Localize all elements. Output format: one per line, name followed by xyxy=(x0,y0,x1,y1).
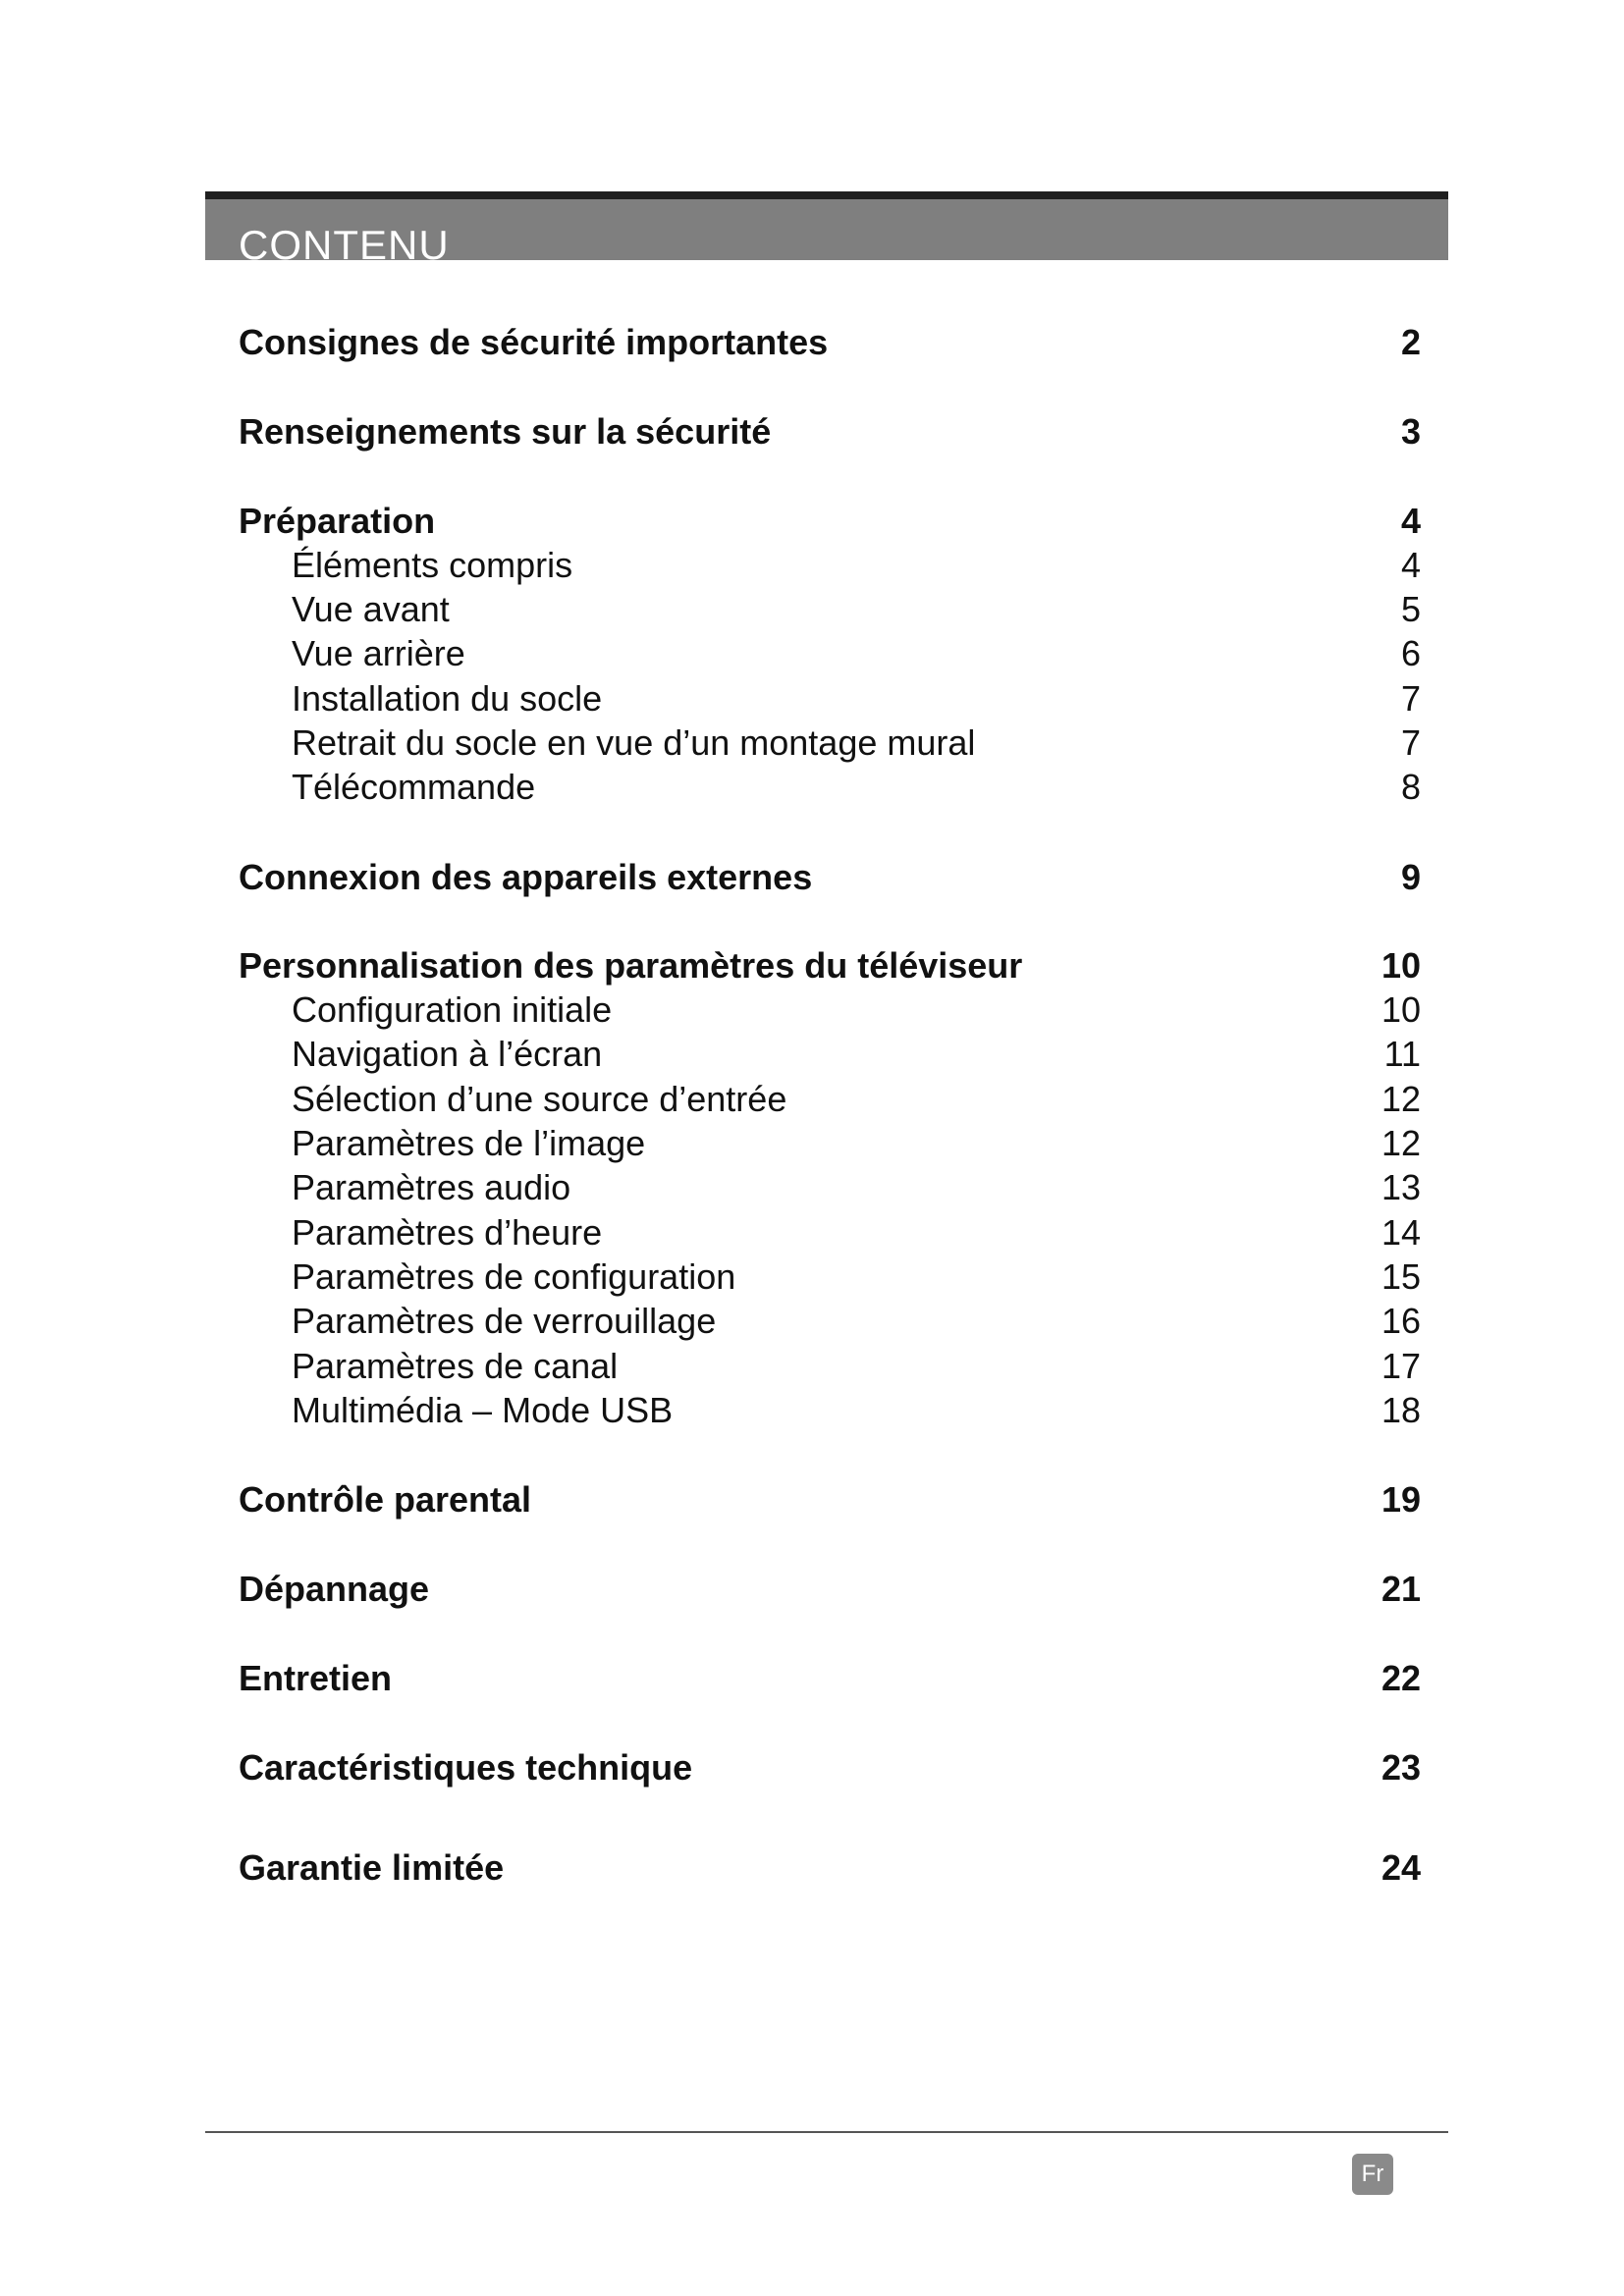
toc-subentry-label: Paramètres de canal xyxy=(292,1346,619,1386)
toc-subentry-lock-settings[interactable] xyxy=(0,1299,1624,1344)
toc-subentry-channel-settings[interactable] xyxy=(0,1344,1624,1389)
toc-subentry-rear-view[interactable] xyxy=(0,631,1624,676)
toc-subentry-label: Configuration initiale xyxy=(292,989,613,1030)
toc-entry-page: 2 xyxy=(1400,322,1421,362)
toc-subentry-page: 18 xyxy=(1380,1390,1421,1430)
toc-subentry-label: Sélection d’une source d’entrée xyxy=(292,1079,787,1119)
toc-entry-page: 9 xyxy=(1400,857,1421,897)
toc-entry-specifications[interactable] xyxy=(0,1745,1624,1790)
toc-subentry-page: 6 xyxy=(1400,633,1421,673)
toc-subentry-label: Retrait du socle en vue d’un montage mural xyxy=(292,722,976,763)
language-badge: Fr xyxy=(1352,2154,1393,2195)
toc-subentry-audio-settings[interactable] xyxy=(0,1165,1624,1210)
toc-subentry-page: 8 xyxy=(1400,767,1421,807)
toc-subentry-label: Télécommande xyxy=(292,767,536,807)
toc-entry-page: 21 xyxy=(1380,1569,1421,1609)
toc-subentry-included-items[interactable] xyxy=(0,543,1624,588)
contents-header-bar xyxy=(205,191,1448,260)
toc-entry-tv-settings[interactable] xyxy=(0,943,1624,988)
toc-entry-label: Connexion des appareils externes xyxy=(239,857,813,897)
toc-entry-label: Garantie limitée xyxy=(239,1847,505,1888)
toc-subentry-initial-setup[interactable] xyxy=(0,988,1624,1033)
toc-subentry-label: Paramètres d’heure xyxy=(292,1212,603,1253)
toc-subentry-page: 15 xyxy=(1380,1256,1421,1297)
toc-subentry-front-view[interactable] xyxy=(0,587,1624,632)
toc-subentry-page: 13 xyxy=(1380,1167,1421,1207)
toc-entry-page: 4 xyxy=(1400,501,1421,541)
toc-subentry-remote-control[interactable] xyxy=(0,765,1624,810)
toc-subentry-picture-settings[interactable] xyxy=(0,1121,1624,1166)
toc-entry-label: Contrôle parental xyxy=(239,1479,532,1520)
toc-subentry-label: Paramètres de configuration xyxy=(292,1256,736,1297)
toc-entry-safety-instructions[interactable] xyxy=(0,320,1624,365)
toc-entry-parental-control[interactable] xyxy=(0,1477,1624,1522)
toc-subentry-setup-settings[interactable] xyxy=(0,1255,1624,1300)
toc-subentry-page: 7 xyxy=(1400,678,1421,719)
toc-entry-page: 23 xyxy=(1380,1747,1421,1788)
toc-subentry-page: 14 xyxy=(1380,1212,1421,1253)
toc-subentry-label: Vue arrière xyxy=(292,633,465,673)
toc-subentry-page: 7 xyxy=(1400,722,1421,763)
toc-entry-limited-warranty[interactable] xyxy=(0,1845,1624,1891)
toc-subentry-page: 11 xyxy=(1383,1034,1421,1074)
toc-entry-label: Entretien xyxy=(239,1658,393,1698)
toc-subentry-screen-navigation[interactable] xyxy=(0,1032,1624,1077)
toc-entry-maintenance[interactable] xyxy=(0,1656,1624,1701)
toc-entry-label: Caractéristiques technique xyxy=(239,1747,693,1788)
toc-entry-external-devices[interactable] xyxy=(0,855,1624,900)
toc-entry-label: Préparation xyxy=(239,501,436,541)
toc-subentry-page: 12 xyxy=(1380,1079,1421,1119)
toc-subentry-label: Éléments compris xyxy=(292,545,573,585)
toc-subentry-page: 10 xyxy=(1380,989,1421,1030)
toc-entry-troubleshooting[interactable] xyxy=(0,1567,1624,1612)
toc-entry-safety-information[interactable] xyxy=(0,409,1624,454)
toc-entry-label: Consignes de sécurité importantes xyxy=(239,322,829,362)
toc-entry-page: 10 xyxy=(1380,945,1421,986)
toc-subentry-time-settings[interactable] xyxy=(0,1210,1624,1255)
toc-entry-label: Renseignements sur la sécurité xyxy=(239,411,772,452)
toc-subentry-label: Paramètres de l’image xyxy=(292,1123,646,1163)
toc-subentry-page: 16 xyxy=(1380,1301,1421,1341)
toc-entry-preparation[interactable] xyxy=(0,499,1624,544)
toc-subentry-page: 5 xyxy=(1400,589,1421,629)
toc-subentry-stand-installation[interactable] xyxy=(0,676,1624,721)
toc-entry-label: Personnalisation des paramètres du téléviseur xyxy=(239,945,1023,986)
toc-subentry-page: 4 xyxy=(1400,545,1421,585)
toc-subentry-label: Paramètres de verrouillage xyxy=(292,1301,717,1341)
toc-subentry-multimedia-usb[interactable] xyxy=(0,1388,1624,1433)
toc-subentry-page: 17 xyxy=(1380,1346,1421,1386)
toc-entry-page: 24 xyxy=(1380,1847,1421,1888)
toc-entry-page: 22 xyxy=(1380,1658,1421,1698)
toc-subentry-label: Multimédia – Mode USB xyxy=(292,1390,674,1430)
toc-entry-page: 19 xyxy=(1380,1479,1421,1520)
toc-subentry-input-source[interactable] xyxy=(0,1077,1624,1122)
toc-entry-label: Dépannage xyxy=(239,1569,430,1609)
toc-subentry-label: Paramètres audio xyxy=(292,1167,571,1207)
footer-divider xyxy=(205,2131,1448,2133)
toc-subentry-label: Installation du socle xyxy=(292,678,603,719)
toc-subentry-page: 12 xyxy=(1380,1123,1421,1163)
contents-title: CONTENU xyxy=(239,222,450,260)
toc-subentry-label: Vue avant xyxy=(292,589,450,629)
toc-subentry-label: Navigation à l’écran xyxy=(292,1034,603,1074)
toc-subentry-stand-removal[interactable] xyxy=(0,721,1624,766)
toc-entry-page: 3 xyxy=(1400,411,1421,452)
